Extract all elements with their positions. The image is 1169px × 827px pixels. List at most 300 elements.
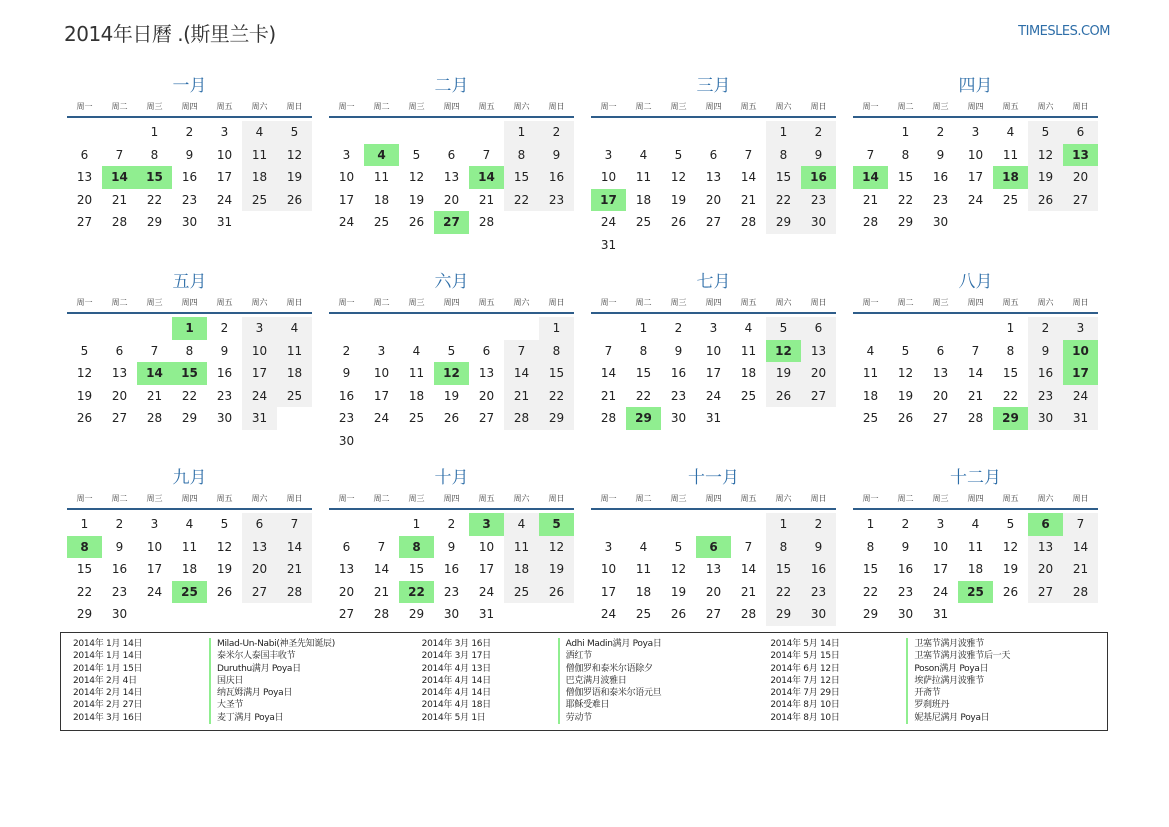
month-name: 二月 [434,76,469,96]
holiday-row [73,687,410,699]
day-cell: 6 [696,536,731,559]
day-cell: 3 [242,317,277,340]
day-cell: 23 [932,192,949,207]
day-cell: 9 [801,536,836,559]
weekday-label: 周五 [740,494,757,503]
weekday-label: 周六 [251,102,268,111]
day-cell: 4 [504,513,539,536]
day-cell: 16 [801,166,836,189]
day-cell: 3 [469,513,504,536]
day-cell: 3 [220,125,229,139]
day-cell: 25 [504,581,539,604]
day-cell: 21 [277,558,312,581]
day-grid [591,513,836,626]
day-cell: 13 [478,366,495,380]
day-cell: 16 [443,562,460,576]
day-cell: 11 [967,539,984,554]
weekday-label: 周一 [338,494,355,503]
day-cell: 15 [766,166,801,189]
empty-cell [329,121,364,144]
weekday-label: 周三 [408,298,425,307]
day-cell: 26 [216,584,233,599]
weekday-label: 周一 [76,298,93,307]
day-cell: 29 [76,607,93,621]
empty-cell [696,121,731,144]
weekday-header [67,100,312,118]
day-cell: 20 [705,584,722,599]
day-cell: 12 [408,170,425,184]
legend-column [410,633,759,730]
day-cell: 18 [373,192,390,207]
day-cell: 30 [443,607,460,621]
day-cell: 12 [670,170,687,184]
day-cell: 10 [146,539,163,554]
day-cell: 30 [801,211,836,234]
day-cell: 1 [901,125,910,139]
weekday-label: 周一 [862,298,879,307]
day-cell: 16 [216,366,233,380]
weekday-label: 周二 [897,494,914,503]
holiday-row [73,663,410,675]
day-cell: 14 [1063,536,1098,559]
day-cell: 29 [626,407,661,430]
holiday-row [73,699,410,711]
day-cell: 18 [993,166,1028,189]
day-cell: 6 [1063,121,1098,144]
empty-cell [626,121,661,144]
day-cell: 28 [1063,581,1098,604]
day-cell: 22 [862,584,879,599]
day-cell: 19 [766,362,801,385]
day-cell: 22 [897,192,914,207]
weekday-header [591,492,836,510]
holiday-name: 劳动节 [558,712,592,724]
day-cell: 8 [639,343,648,358]
empty-cell [364,513,399,536]
day-cell: 16 [539,166,574,189]
holiday-row [422,712,759,724]
day-cell: 18 [181,562,198,576]
day-cell: 14 [137,362,172,385]
day-cell: 7 [744,539,753,554]
holiday-date: 2014年 1月 15日 [73,663,143,674]
empty-cell [731,513,766,536]
holiday-date: 2014年 4月 14日 [421,675,491,686]
day-cell: 19 [443,388,460,403]
day-cell: 12 [766,340,801,363]
day-cell: 1 [150,125,159,139]
weekday-label: 周日 [548,102,565,111]
day-cell: 16 [670,366,687,380]
weekday-label: 周四 [705,494,722,503]
month-block [853,72,1098,250]
day-cell: 19 [277,166,312,189]
day-cell: 8 [1006,343,1015,358]
day-cell: 19 [1002,562,1019,576]
empty-cell [853,317,888,340]
day-cell: 23 [338,411,355,425]
day-cell: 12 [434,362,469,385]
weekday-header [591,296,836,314]
day-cell: 18 [408,388,425,403]
day-grid [329,317,574,452]
holiday-date: 2014年 7月 12日 [770,675,840,686]
weekday-label: 周五 [216,494,233,503]
day-cell: 29 [146,215,163,229]
month-name: 九月 [172,468,207,488]
day-cell: 30 [932,215,949,229]
day-cell: 9 [801,144,836,167]
day-cell: 13 [1063,144,1098,167]
weekday-label: 周六 [1037,494,1054,503]
day-cell: 9 [901,539,910,554]
day-cell: 13 [705,562,722,576]
day-cell: 21 [740,584,757,599]
day-cell: 27 [338,607,355,621]
day-cell: 3 [936,517,945,531]
day-cell: 31 [600,237,617,252]
day-cell: 2 [1028,317,1063,340]
day-cell: 27 [111,411,128,425]
day-cell: 19 [216,562,233,576]
day-cell: 14 [102,166,137,189]
day-cell: 6 [1028,513,1063,536]
site-link[interactable]: TIMESLES.COM [1018,24,1110,39]
weekday-label: 周五 [1002,102,1019,111]
day-cell: 18 [635,584,652,599]
day-grid [591,121,836,256]
day-cell: 6 [342,539,351,554]
day-cell: 22 [539,385,574,408]
weekday-label: 周日 [1072,298,1089,307]
day-cell: 21 [146,388,163,403]
weekday-label: 周二 [897,102,914,111]
empty-cell [731,121,766,144]
holiday-date: 2014年 4月 14日 [421,688,491,699]
day-cell: 4 [639,147,648,162]
day-cell: 27 [76,215,93,229]
weekday-label: 周日 [1072,102,1089,111]
day-cell: 8 [399,536,434,559]
holiday-name: 开斋节 [906,687,940,699]
day-cell: 18 [862,388,879,403]
weekday-label: 周一 [600,298,617,307]
day-cell: 11 [242,144,277,167]
day-cell: 28 [600,411,617,425]
day-grid [329,121,574,234]
day-cell: 22 [146,192,163,207]
day-cell: 5 [1028,121,1063,144]
day-cell: 14 [600,366,617,380]
weekday-header [853,100,1098,118]
holiday-row [422,650,759,662]
day-cell: 26 [766,385,801,408]
day-cell: 1 [639,321,648,335]
day-cell: 9 [1028,340,1063,363]
holiday-row [73,650,410,662]
day-grid [853,513,1098,626]
day-cell: 2 [447,517,456,531]
day-cell: 29 [993,407,1028,430]
holiday-name: 泰米尔人泰国丰收节 [209,650,295,662]
day-cell: 22 [766,581,801,604]
day-cell: 10 [373,366,390,380]
holiday-name: 麦丁满月 Poya日 [209,712,283,724]
empty-cell [137,317,172,340]
day-cell: 29 [897,215,914,229]
day-cell: 17 [373,388,390,403]
month-block [853,268,1098,446]
day-cell: 7 [1063,513,1098,536]
day-cell: 20 [801,362,836,385]
day-cell: 15 [635,366,652,380]
day-cell: 23 [539,189,574,212]
weekday-label: 周三 [146,494,163,503]
weekday-header [591,100,836,118]
day-cell: 23 [443,584,460,599]
day-cell: 8 [150,147,159,162]
day-cell: 27 [1028,581,1063,604]
day-cell: 9 [447,539,456,554]
weekday-label: 周一 [862,102,879,111]
day-cell: 15 [539,362,574,385]
weekday-label: 周五 [478,298,495,307]
month-block [591,464,836,642]
weekday-label: 周五 [478,494,495,503]
weekday-label: 周六 [775,102,792,111]
day-grid [591,317,836,430]
holiday-name: Duruthu满月 Poya日 [209,663,301,675]
weekday-label: 周四 [967,102,984,111]
day-cell: 26 [539,581,574,604]
day-cell: 21 [967,388,984,403]
day-cell: 24 [338,215,355,229]
weekday-label: 周三 [408,494,425,503]
day-cell: 24 [1063,385,1098,408]
day-cell: 4 [185,517,194,531]
day-cell: 21 [111,192,128,207]
holiday-name: 罗刹班丹 [906,699,949,711]
day-cell: 23 [801,581,836,604]
day-cell: 25 [1002,192,1019,207]
day-cell: 13 [705,170,722,184]
day-cell: 6 [801,317,836,340]
weekday-label: 周三 [932,102,949,111]
weekday-label: 周日 [548,298,565,307]
day-cell: 20 [705,192,722,207]
day-grid [67,317,312,430]
day-cell: 16 [1028,362,1063,385]
day-cell: 5 [277,121,312,144]
day-cell: 21 [478,192,495,207]
day-cell: 2 [539,121,574,144]
weekday-label: 周二 [635,102,652,111]
day-cell: 10 [967,147,984,162]
page-title: 2014年日曆 .(斯里兰卡) [64,22,276,46]
day-cell: 16 [932,170,949,184]
holiday-name: Adhi Madin满月 Poya日 [558,638,662,650]
day-cell: 11 [635,170,652,184]
day-cell: 18 [277,362,312,385]
weekday-label: 周三 [932,298,949,307]
month-block [67,464,312,642]
day-cell: 6 [242,513,277,536]
day-cell: 8 [504,144,539,167]
day-cell: 1 [412,517,421,531]
day-cell: 2 [220,321,229,335]
day-cell: 30 [897,607,914,621]
month-block [591,268,836,446]
day-cell: 31 [478,607,495,621]
month-name: 十一月 [688,468,739,488]
weekday-label: 周日 [810,102,827,111]
day-cell: 16 [801,558,836,581]
day-cell: 22 [399,581,434,604]
day-cell: 3 [1063,317,1098,340]
empty-cell [591,317,626,340]
day-cell: 25 [373,215,390,229]
day-cell: 19 [1028,166,1063,189]
day-cell: 20 [1063,166,1098,189]
day-cell: 1 [539,317,574,340]
day-cell: 30 [181,215,198,229]
day-cell: 7 [377,539,386,554]
weekday-label: 周五 [1002,494,1019,503]
holiday-name: Milad-Un-Nabi(神圣先知诞辰) [209,638,335,650]
day-cell: 24 [373,411,390,425]
holiday-row [770,650,1107,662]
day-cell: 9 [220,343,229,358]
day-cell: 2 [801,513,836,536]
day-cell: 2 [115,517,124,531]
day-cell: 30 [801,603,836,626]
day-cell: 31 [216,215,233,229]
day-cell: 10 [705,343,722,358]
day-cell: 24 [478,584,495,599]
weekday-label: 周五 [216,102,233,111]
weekday-label: 周五 [740,102,757,111]
weekday-header [329,100,574,118]
weekday-header [853,296,1098,314]
weekday-label: 周三 [146,298,163,307]
day-cell: 8 [866,539,875,554]
day-cell: 22 [766,189,801,212]
holiday-date: 2014年 4月 13日 [421,663,491,674]
weekday-label: 周三 [408,102,425,111]
holiday-row [770,699,1107,711]
holiday-row [770,638,1107,650]
day-cell: 8 [539,340,574,363]
day-cell: 25 [242,189,277,212]
day-cell: 12 [539,536,574,559]
day-cell: 19 [539,558,574,581]
weekday-header [67,296,312,314]
holiday-row [73,712,410,724]
day-cell: 25 [635,607,652,621]
day-cell: 3 [150,517,159,531]
month-name: 七月 [696,272,731,292]
day-cell: 5 [412,147,421,162]
weekday-label: 周二 [111,494,128,503]
day-cell: 13 [932,366,949,380]
day-cell: 23 [111,584,128,599]
day-cell: 15 [1002,366,1019,380]
day-cell: 11 [181,539,198,554]
day-grid [67,121,312,234]
day-cell: 5 [674,539,683,554]
weekday-label: 周四 [705,102,722,111]
day-cell: 3 [604,539,613,554]
day-cell: 26 [670,607,687,621]
day-cell: 17 [932,562,949,576]
day-cell: 9 [539,144,574,167]
weekday-label: 周一 [76,494,93,503]
day-cell: 29 [766,211,801,234]
empty-cell [434,317,469,340]
day-cell: 24 [967,192,984,207]
day-cell: 8 [185,343,194,358]
empty-cell [364,317,399,340]
day-cell: 16 [897,562,914,576]
day-cell: 31 [705,411,722,425]
day-cell: 28 [862,215,879,229]
weekday-label: 周一 [76,102,93,111]
empty-cell [364,121,399,144]
weekday-label: 周日 [810,298,827,307]
holiday-date: 2014年 3月 16日 [73,712,143,723]
day-cell: 5 [80,343,89,358]
day-cell: 10 [216,147,233,162]
weekday-label: 周四 [443,298,460,307]
month-name: 十月 [434,468,469,488]
month-name: 十二月 [950,468,1001,488]
day-cell: 9 [342,366,351,380]
day-cell: 9 [115,539,124,554]
day-cell: 14 [504,362,539,385]
empty-cell [504,317,539,340]
weekday-label: 周一 [600,494,617,503]
weekday-label: 周日 [810,494,827,503]
holiday-name: 卫塞节满月波雅节 [906,638,984,650]
day-cell: 20 [1028,558,1063,581]
day-cell: 6 [80,147,89,162]
day-cell: 9 [185,147,194,162]
weekday-label: 周日 [1072,494,1089,503]
holiday-name: 耶稣受难日 [558,699,610,711]
day-cell: 1 [504,121,539,144]
weekday-label: 周六 [1037,102,1054,111]
empty-cell [958,317,993,340]
day-cell: 10 [600,170,617,184]
empty-cell [399,121,434,144]
day-cell: 9 [936,147,945,162]
day-cell: 20 [443,192,460,207]
calendar-grid [67,72,1113,642]
day-cell: 3 [604,147,613,162]
holiday-name: 僧伽罗语和泰米尔语元旦 [558,687,662,699]
day-cell: 10 [338,170,355,184]
day-cell: 28 [740,607,757,621]
day-cell: 20 [478,388,495,403]
day-cell: 11 [1002,147,1019,162]
weekday-label: 周二 [897,298,914,307]
day-cell: 5 [220,517,229,531]
weekday-label: 周四 [181,494,198,503]
day-cell: 17 [705,366,722,380]
day-cell: 26 [443,411,460,425]
day-cell: 25 [862,411,879,425]
day-cell: 18 [242,166,277,189]
